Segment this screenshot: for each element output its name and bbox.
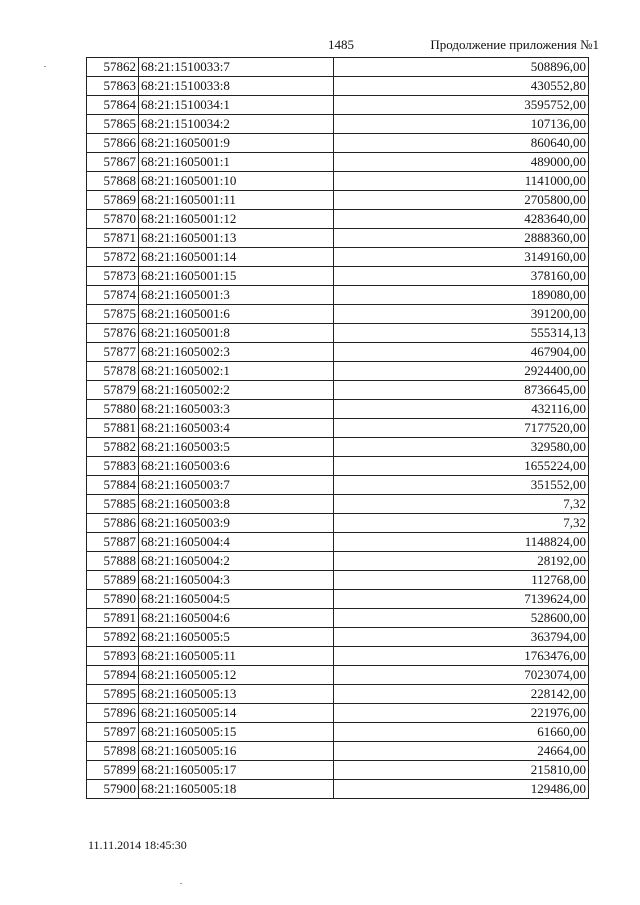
table-row [87,362,589,381]
cadastral-number-cell: 68:21:1605005:16 [139,742,334,761]
cadastral-number-cell: 68:21:1605002:1 [139,362,334,381]
cadastral-value-cell: 129486,00 [334,780,589,799]
cadastral-number-cell: 68:21:1605004:4 [139,533,334,552]
table-row [87,647,589,666]
cadastral-number-cell: 68:21:1605001:11 [139,191,334,210]
cadastral-value-cell: 555314,13 [334,324,589,343]
table-row [87,286,589,305]
cadastral-number-cell: 68:21:1605005:5 [139,628,334,647]
table-row [87,590,589,609]
cadastral-value-cell: 3595752,00 [334,96,589,115]
cadastral-value-cell: 3149160,00 [334,248,589,267]
cadastral-number-cell: 68:21:1605003:3 [139,400,334,419]
cadastral-value-cell: 8736645,00 [334,381,589,400]
cadastral-value-cell: 7177520,00 [334,419,589,438]
row-number-cell: 57865 [87,115,139,134]
row-number-cell: 57870 [87,210,139,229]
table-row [87,381,589,400]
cadastral-number-cell: 68:21:1605003:8 [139,495,334,514]
scan-speck [44,66,46,67]
row-number-cell: 57885 [87,495,139,514]
table-row [87,666,589,685]
table-row [87,495,589,514]
table-row [87,780,589,799]
cadastral-value-table [86,57,589,799]
cadastral-value-cell: 363794,00 [334,628,589,647]
table-row [87,571,589,590]
table-row [87,134,589,153]
row-number-cell: 57880 [87,400,139,419]
table-row [87,723,589,742]
row-number-cell: 57891 [87,609,139,628]
cadastral-number-cell: 68:21:1510033:7 [139,58,334,77]
row-number-cell: 57896 [87,704,139,723]
row-number-cell: 57876 [87,324,139,343]
table-row [87,628,589,647]
table-row [87,400,589,419]
cadastral-value-cell: 1763476,00 [334,647,589,666]
cadastral-number-cell: 68:21:1605003:6 [139,457,334,476]
page-header-title: Продолжение приложения №1 [430,37,599,52]
table-row [87,514,589,533]
cadastral-value-cell: 215810,00 [334,761,589,780]
scan-speck [180,883,182,884]
row-number-cell: 57884 [87,476,139,495]
row-number-cell: 57864 [87,96,139,115]
table-row [87,305,589,324]
cadastral-value-cell: 107136,00 [334,115,589,134]
row-number-cell: 57872 [87,248,139,267]
cadastral-value-cell: 378160,00 [334,267,589,286]
cadastral-value-cell: 860640,00 [334,134,589,153]
cadastral-value-cell: 528600,00 [334,609,589,628]
row-number-cell: 57862 [87,58,139,77]
table-row [87,742,589,761]
row-number-cell: 57899 [87,761,139,780]
row-number-cell: 57881 [87,419,139,438]
cadastral-number-cell: 68:21:1510034:1 [139,96,334,115]
row-number-cell: 57875 [87,305,139,324]
cadastral-number-cell: 68:21:1605005:12 [139,666,334,685]
row-number-cell: 57897 [87,723,139,742]
table-row [87,343,589,362]
cadastral-number-cell: 68:21:1605001:15 [139,267,334,286]
cadastral-number-cell: 68:21:1605003:4 [139,419,334,438]
table-row [87,248,589,267]
cadastral-value-cell: 430552,80 [334,77,589,96]
row-number-cell: 57882 [87,438,139,457]
cadastral-number-cell: 68:21:1605001:10 [139,172,334,191]
row-number-cell: 57898 [87,742,139,761]
cadastral-number-cell: 68:21:1605002:3 [139,343,334,362]
row-number-cell: 57894 [87,666,139,685]
row-number-cell: 57867 [87,153,139,172]
table-row [87,172,589,191]
row-number-cell: 57887 [87,533,139,552]
cadastral-number-cell: 68:21:1605001:3 [139,286,334,305]
table-row [87,761,589,780]
row-number-cell: 57873 [87,267,139,286]
cadastral-value-cell: 1655224,00 [334,457,589,476]
row-number-cell: 57888 [87,552,139,571]
cadastral-number-cell: 68:21:1605001:8 [139,324,334,343]
table-row [87,153,589,172]
cadastral-value-cell: 24664,00 [334,742,589,761]
row-number-cell: 57877 [87,343,139,362]
row-number-cell: 57869 [87,191,139,210]
cadastral-number-cell: 68:21:1605003:9 [139,514,334,533]
cadastral-number-cell: 68:21:1605003:5 [139,438,334,457]
cadastral-number-cell: 68:21:1605005:13 [139,685,334,704]
cadastral-number-cell: 68:21:1605004:3 [139,571,334,590]
cadastral-number-cell: 68:21:1605001:6 [139,305,334,324]
cadastral-value-cell: 112768,00 [334,571,589,590]
table-row [87,685,589,704]
page-number: 1485 [328,37,354,52]
cadastral-value-cell: 432116,00 [334,400,589,419]
row-number-cell: 57892 [87,628,139,647]
footer-timestamp: 11.11.2014 18:45:30 [88,838,187,852]
cadastral-value-cell: 508896,00 [334,58,589,77]
row-number-cell: 57890 [87,590,139,609]
row-number-cell: 57900 [87,780,139,799]
cadastral-number-cell: 68:21:1605003:7 [139,476,334,495]
row-number-cell: 57895 [87,685,139,704]
cadastral-value-cell: 2888360,00 [334,229,589,248]
cadastral-number-cell: 68:21:1605001:12 [139,210,334,229]
table-row [87,191,589,210]
cadastral-number-cell: 68:21:1510033:8 [139,77,334,96]
cadastral-number-cell: 68:21:1510034:2 [139,115,334,134]
cadastral-value-cell: 1141000,00 [334,172,589,191]
row-number-cell: 57863 [87,77,139,96]
table-row [87,77,589,96]
cadastral-value-cell: 61660,00 [334,723,589,742]
row-number-cell: 57879 [87,381,139,400]
table-row [87,609,589,628]
cadastral-value-cell: 7023074,00 [334,666,589,685]
table-row [87,476,589,495]
table-row [87,419,589,438]
cadastral-value-cell: 489000,00 [334,153,589,172]
row-number-cell: 57871 [87,229,139,248]
cadastral-value-cell: 189080,00 [334,286,589,305]
cadastral-number-cell: 68:21:1605005:14 [139,704,334,723]
cadastral-number-cell: 68:21:1605005:18 [139,780,334,799]
cadastral-value-cell: 7,32 [334,495,589,514]
cadastral-number-cell: 68:21:1605005:11 [139,647,334,666]
cadastral-value-cell: 228142,00 [334,685,589,704]
cadastral-value-cell: 4283640,00 [334,210,589,229]
cadastral-value-cell: 329580,00 [334,438,589,457]
cadastral-number-cell: 68:21:1605005:15 [139,723,334,742]
table-row [87,704,589,723]
cadastral-number-cell: 68:21:1605001:1 [139,153,334,172]
cadastral-number-cell: 68:21:1605001:13 [139,229,334,248]
cadastral-number-cell: 68:21:1605001:9 [139,134,334,153]
cadastral-value-cell: 2705800,00 [334,191,589,210]
table-row [87,533,589,552]
row-number-cell: 57889 [87,571,139,590]
table-row [87,115,589,134]
cadastral-value-cell: 7,32 [334,514,589,533]
cadastral-number-cell: 68:21:1605001:14 [139,248,334,267]
cadastral-number-cell: 68:21:1605004:5 [139,590,334,609]
cadastral-number-cell: 68:21:1605004:2 [139,552,334,571]
row-number-cell: 57868 [87,172,139,191]
cadastral-value-cell: 221976,00 [334,704,589,723]
table-body [87,58,589,799]
cadastral-value-cell: 467904,00 [334,343,589,362]
row-number-cell: 57883 [87,457,139,476]
cadastral-value-cell: 28192,00 [334,552,589,571]
cadastral-value-cell: 7139624,00 [334,590,589,609]
table-row [87,552,589,571]
table-row [87,229,589,248]
row-number-cell: 57866 [87,134,139,153]
table-row [87,267,589,286]
cadastral-number-cell: 68:21:1605004:6 [139,609,334,628]
row-number-cell: 57886 [87,514,139,533]
row-number-cell: 57874 [87,286,139,305]
cadastral-value-cell: 1148824,00 [334,533,589,552]
row-number-cell: 57878 [87,362,139,381]
table-row [87,438,589,457]
cadastral-value-cell: 391200,00 [334,305,589,324]
table-row [87,58,589,77]
table-row [87,210,589,229]
table-row [87,96,589,115]
cadastral-number-cell: 68:21:1605002:2 [139,381,334,400]
table-row [87,324,589,343]
row-number-cell: 57893 [87,647,139,666]
cadastral-value-cell: 351552,00 [334,476,589,495]
cadastral-number-cell: 68:21:1605005:17 [139,761,334,780]
table-row [87,457,589,476]
cadastral-value-cell: 2924400,00 [334,362,589,381]
